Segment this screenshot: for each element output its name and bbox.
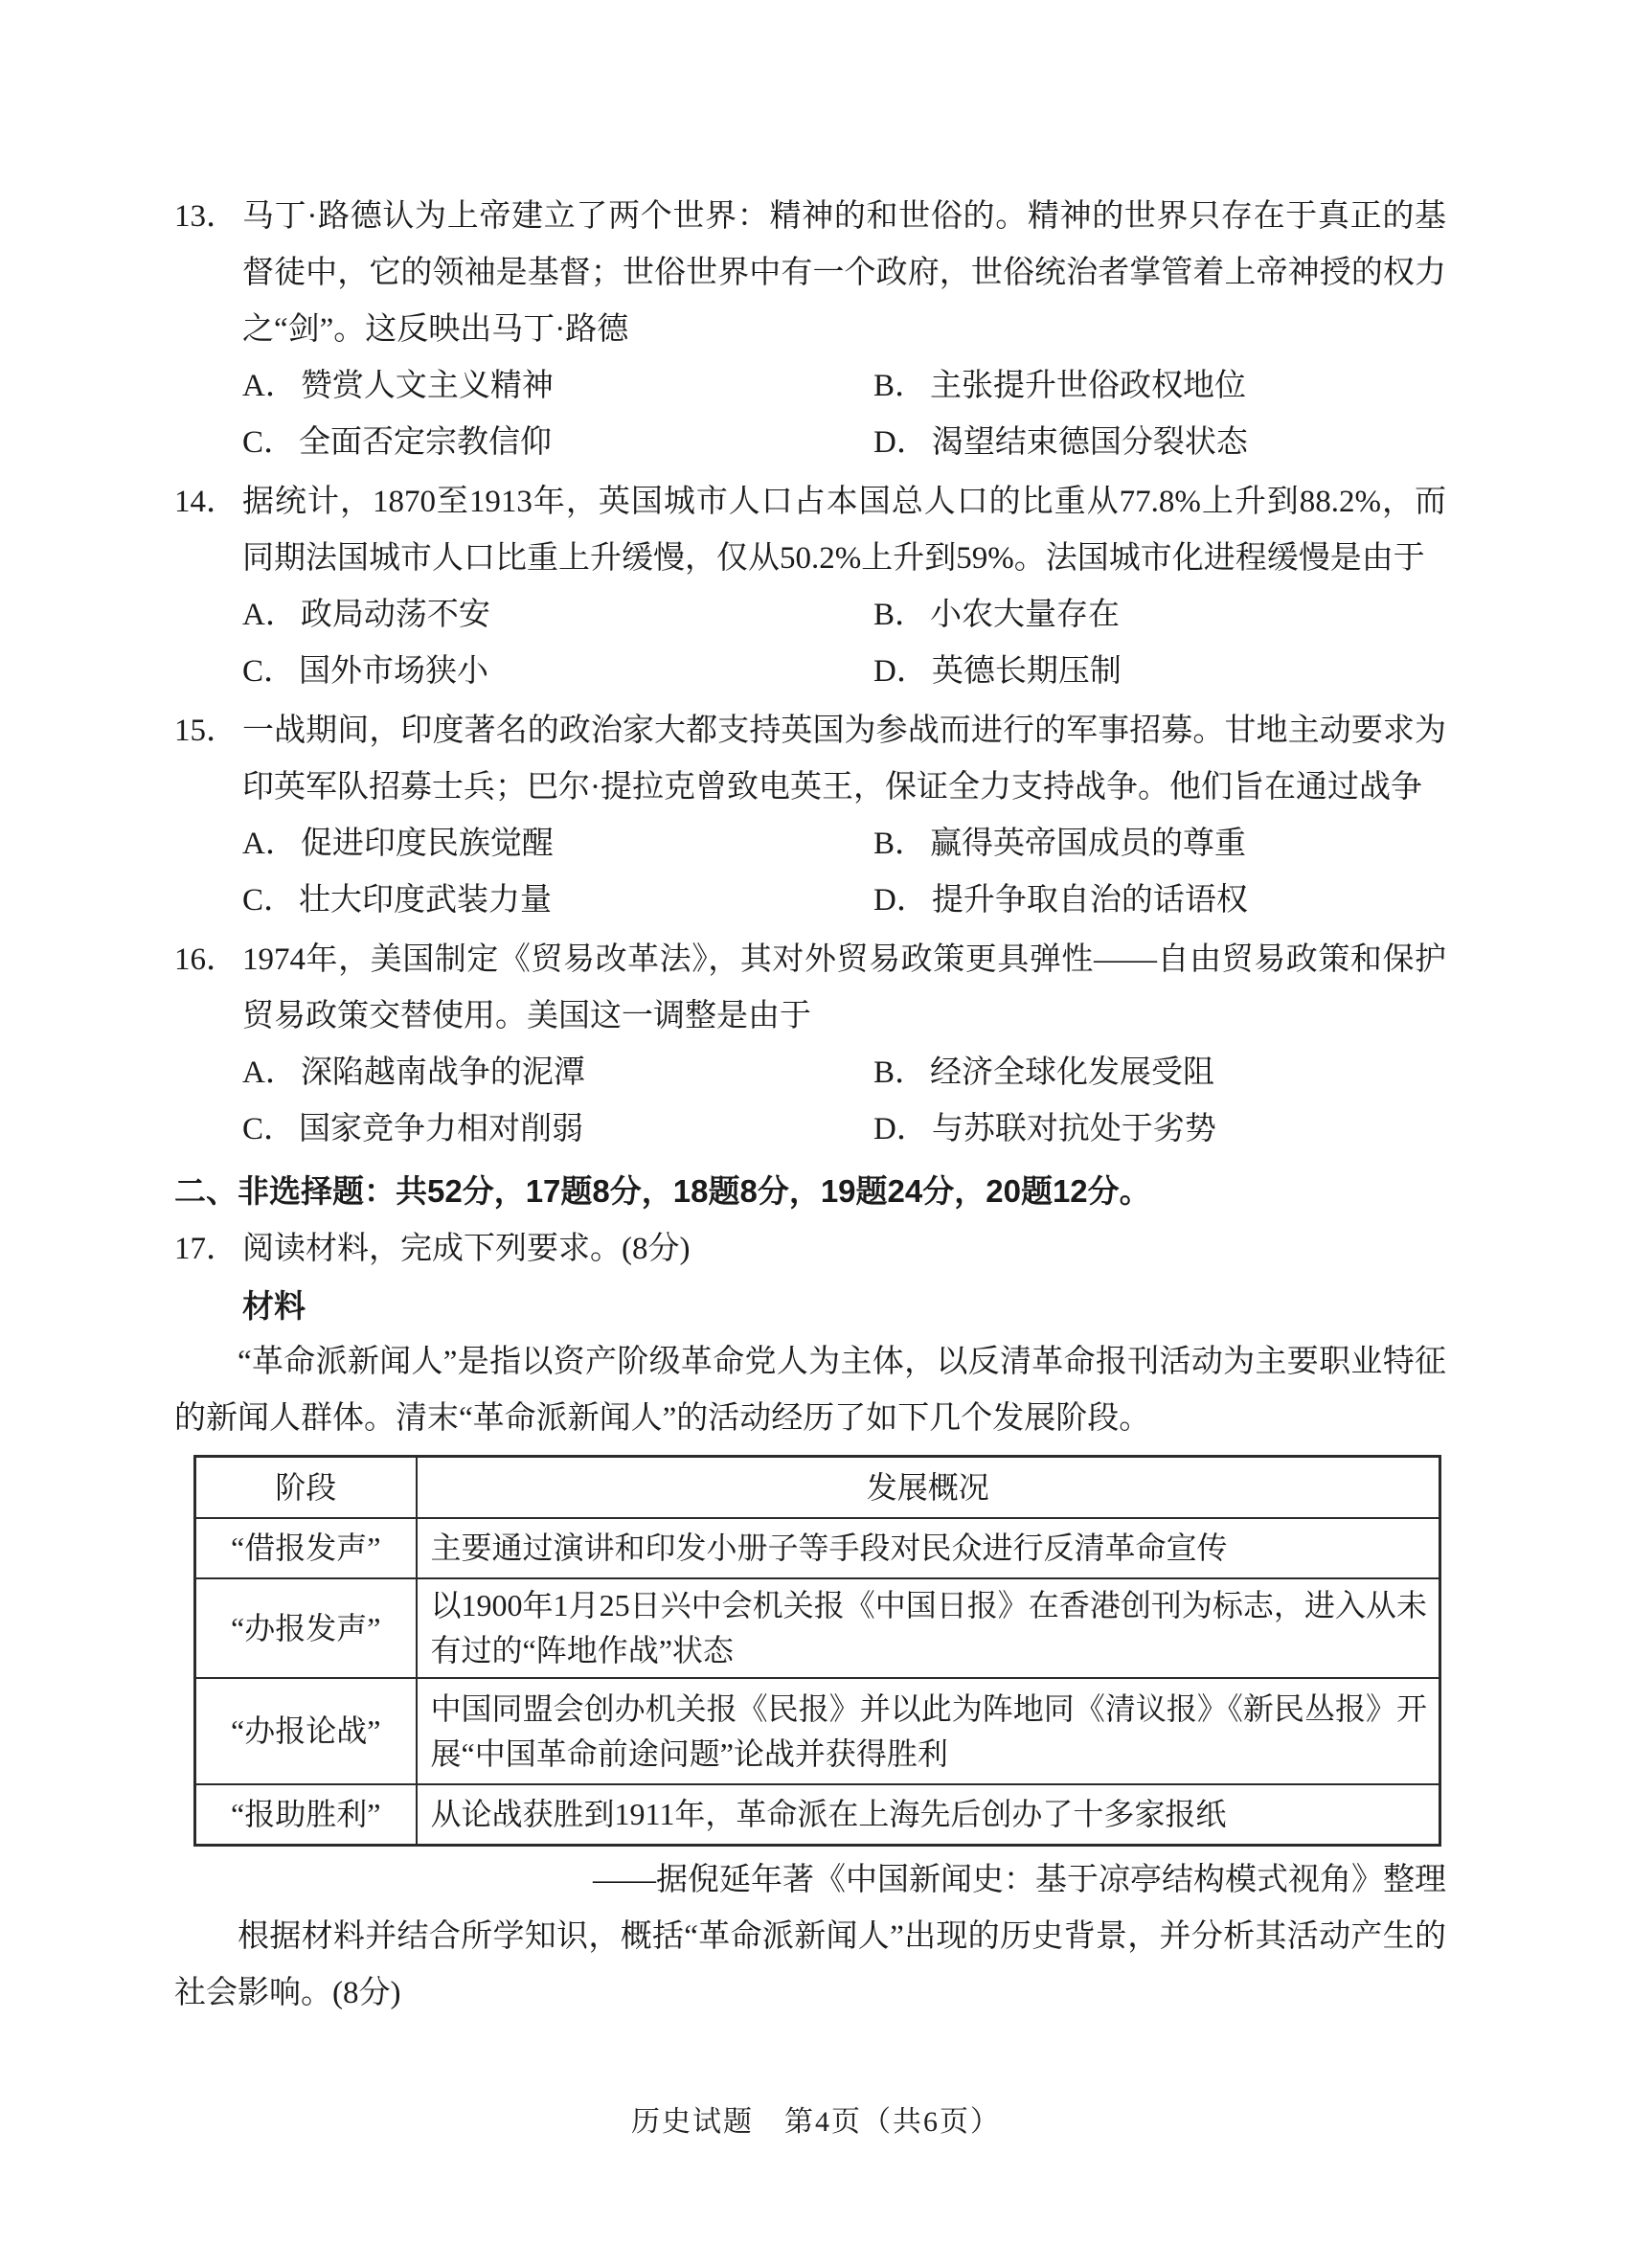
option-text: 国家竞争力相对削弱 bbox=[299, 1112, 584, 1146]
stages-table bbox=[193, 1455, 1441, 1847]
option-label: C． bbox=[242, 425, 296, 460]
question-16-stem: 1974年，美国制定《贸易改革法》，其对外贸易政策更具弹性——自由贸易政策和保护贸易政策交替使用。美国这一调整是由于 bbox=[242, 942, 1446, 1033]
option-text: 国外市场狭小 bbox=[299, 654, 489, 689]
option-text: 英德长期压制 bbox=[931, 654, 1122, 689]
option-label: D． bbox=[873, 883, 928, 918]
option-label: A． bbox=[242, 369, 297, 403]
question-14 bbox=[174, 474, 1446, 700]
option-label: B． bbox=[873, 369, 927, 403]
question-15-options-ab bbox=[242, 816, 1446, 873]
option-14-b bbox=[873, 587, 1120, 644]
question-13-options-cd bbox=[242, 415, 1446, 471]
question-15-number: 15． bbox=[174, 714, 238, 748]
option-16-b bbox=[873, 1045, 1214, 1101]
option-text: 提升争取自治的话语权 bbox=[931, 883, 1248, 918]
table-header-row bbox=[195, 1457, 1440, 1519]
option-text: 壮大印度武装力量 bbox=[299, 883, 553, 918]
option-text: 促进印度民族觉醒 bbox=[300, 827, 554, 861]
option-text: 小农大量存在 bbox=[930, 598, 1121, 632]
option-16-c bbox=[242, 1101, 873, 1158]
question-15-options-cd bbox=[242, 873, 1446, 929]
question-13-options-ab bbox=[242, 358, 1446, 415]
question-17-intro: 阅读材料，完成下列要求。(8分) bbox=[242, 1232, 691, 1266]
summary-cell: 从论战获胜到1911年，革命派在上海先后创办了十多家报纸 bbox=[417, 1784, 1440, 1846]
question-13-number: 13． bbox=[174, 199, 238, 234]
option-text: 渴望结束德国分裂状态 bbox=[931, 425, 1248, 460]
question-15-body bbox=[242, 703, 1446, 929]
option-15-c bbox=[242, 873, 873, 929]
option-text: 赢得英帝国成员的尊重 bbox=[930, 827, 1247, 861]
page-content bbox=[174, 186, 1446, 2022]
option-label: D． bbox=[873, 1112, 928, 1146]
question-14-body bbox=[242, 474, 1446, 700]
column-header-summary: 发展概况 bbox=[417, 1457, 1440, 1519]
option-label: B． bbox=[873, 598, 927, 632]
question-17 bbox=[174, 1221, 1446, 1278]
option-label: C． bbox=[242, 1112, 296, 1146]
option-text: 深陷越南战争的泥潭 bbox=[300, 1055, 585, 1090]
option-text: 全面否定宗教信仰 bbox=[299, 425, 553, 460]
option-text: 政局动荡不安 bbox=[300, 598, 490, 632]
question-16 bbox=[174, 932, 1446, 1158]
option-16-a bbox=[242, 1045, 873, 1101]
question-16-options-cd bbox=[242, 1101, 1446, 1158]
question-14-stem: 据统计，1870至1913年，英国城市人口占本国总人口的比重从77.8%上升到88.2%，而同期法国城市人口比重上升缓慢，仅从50.2%上升到59%。法国城市化进程缓慢是由于 bbox=[242, 485, 1446, 576]
table-row bbox=[195, 1518, 1440, 1578]
summary-cell: 主要通过演讲和印发小册子等手段对民众进行反清革命宣传 bbox=[417, 1518, 1440, 1578]
summary-cell: 以1900年1月25日兴中会机关报《中国日报》在香港创刊为标志，进入从未有过的“阵地作战”状态 bbox=[417, 1578, 1440, 1678]
question-14-number: 14． bbox=[174, 485, 238, 519]
option-15-d bbox=[873, 873, 1248, 929]
question-13 bbox=[174, 189, 1446, 471]
question-16-options-ab bbox=[242, 1045, 1446, 1101]
option-label: C． bbox=[242, 654, 296, 689]
option-text: 赞赏人文主义精神 bbox=[300, 369, 554, 403]
question-13-stem: 马丁·路德认为上帝建立了两个世界：精神的和世俗的。精神的世界只存在于真正的基督徒中，它的领袖是基督；世俗世界中有一个政府，世俗统治者掌管着上帝神授的权力之“剑”。这反映出马丁·路德 bbox=[242, 199, 1446, 347]
stage-cell: “报助胜利” bbox=[195, 1784, 417, 1846]
page-footer: 历史试题 第4页（共6页） bbox=[631, 2106, 1001, 2138]
option-label: D． bbox=[873, 425, 928, 460]
material-source: ——据倪延年著《中国新闻史：基于凉亭结构模式视角》整理 bbox=[593, 1863, 1446, 1897]
question-16-number: 16． bbox=[174, 942, 238, 977]
question-14-options-cd bbox=[242, 644, 1446, 700]
option-13-c bbox=[242, 415, 873, 471]
question-13-body bbox=[242, 189, 1446, 471]
option-13-b bbox=[873, 358, 1246, 415]
option-text: 经济全球化发展受阻 bbox=[930, 1055, 1215, 1090]
question-17-requirement: 根据材料并结合所学知识，概括“革命派新闻人”出现的历史背景，并分析其活动产生的社会影响。(8分) bbox=[174, 1919, 1446, 2010]
stage-cell: “办报论战” bbox=[195, 1678, 417, 1784]
option-13-a bbox=[242, 358, 873, 415]
option-14-c bbox=[242, 644, 873, 700]
material-label: 材料 bbox=[242, 1288, 306, 1324]
option-13-d bbox=[873, 415, 1248, 471]
material-paragraph: “革命派新闻人”是指以资产阶级革命党人为主体，以反清革命报刊活动为主要职业特征的新闻人群体。清末“革命派新闻人”的活动经历了如下几个发展阶段。 bbox=[174, 1345, 1446, 1436]
table-row bbox=[195, 1578, 1440, 1678]
option-16-d bbox=[873, 1101, 1216, 1158]
table-row bbox=[195, 1784, 1440, 1846]
stage-cell: “办报发声” bbox=[195, 1578, 417, 1678]
table-row bbox=[195, 1678, 1440, 1784]
option-label: C． bbox=[242, 883, 296, 918]
option-label: D． bbox=[873, 654, 928, 689]
stage-cell: “借报发声” bbox=[195, 1518, 417, 1578]
option-14-d bbox=[873, 644, 1122, 700]
option-label: A． bbox=[242, 598, 297, 632]
option-label: B． bbox=[873, 827, 927, 861]
section-two-heading: 二、非选择题：共52分，17题8分，18题8分，19题24分，20题12分。 bbox=[174, 1173, 1151, 1209]
question-15-stem: 一战期间，印度著名的政治家大都支持英国为参战而进行的军事招募。甘地主动要求为印英军队招募士兵；巴尔·提拉克曾致电英王，保证全力支持战争。他们旨在通过战争 bbox=[242, 714, 1446, 805]
summary-cell: 中国同盟会创办机关报《民报》并以此为阵地同《清议报》《新民丛报》开展“中国革命前途问题”论战并获得胜利 bbox=[417, 1678, 1440, 1784]
option-15-b bbox=[873, 816, 1246, 873]
option-label: A． bbox=[242, 827, 297, 861]
option-text: 主张提升世俗政权地位 bbox=[930, 369, 1247, 403]
option-14-a bbox=[242, 587, 873, 644]
question-16-body bbox=[242, 932, 1446, 1158]
question-17-number: 17． bbox=[174, 1232, 238, 1266]
question-14-options-ab bbox=[242, 587, 1446, 644]
option-label: B． bbox=[873, 1055, 927, 1090]
column-header-stage: 阶段 bbox=[195, 1457, 417, 1519]
option-15-a bbox=[242, 816, 873, 873]
option-label: A． bbox=[242, 1055, 297, 1090]
option-text: 与苏联对抗处于劣势 bbox=[931, 1112, 1216, 1146]
question-15 bbox=[174, 703, 1446, 929]
